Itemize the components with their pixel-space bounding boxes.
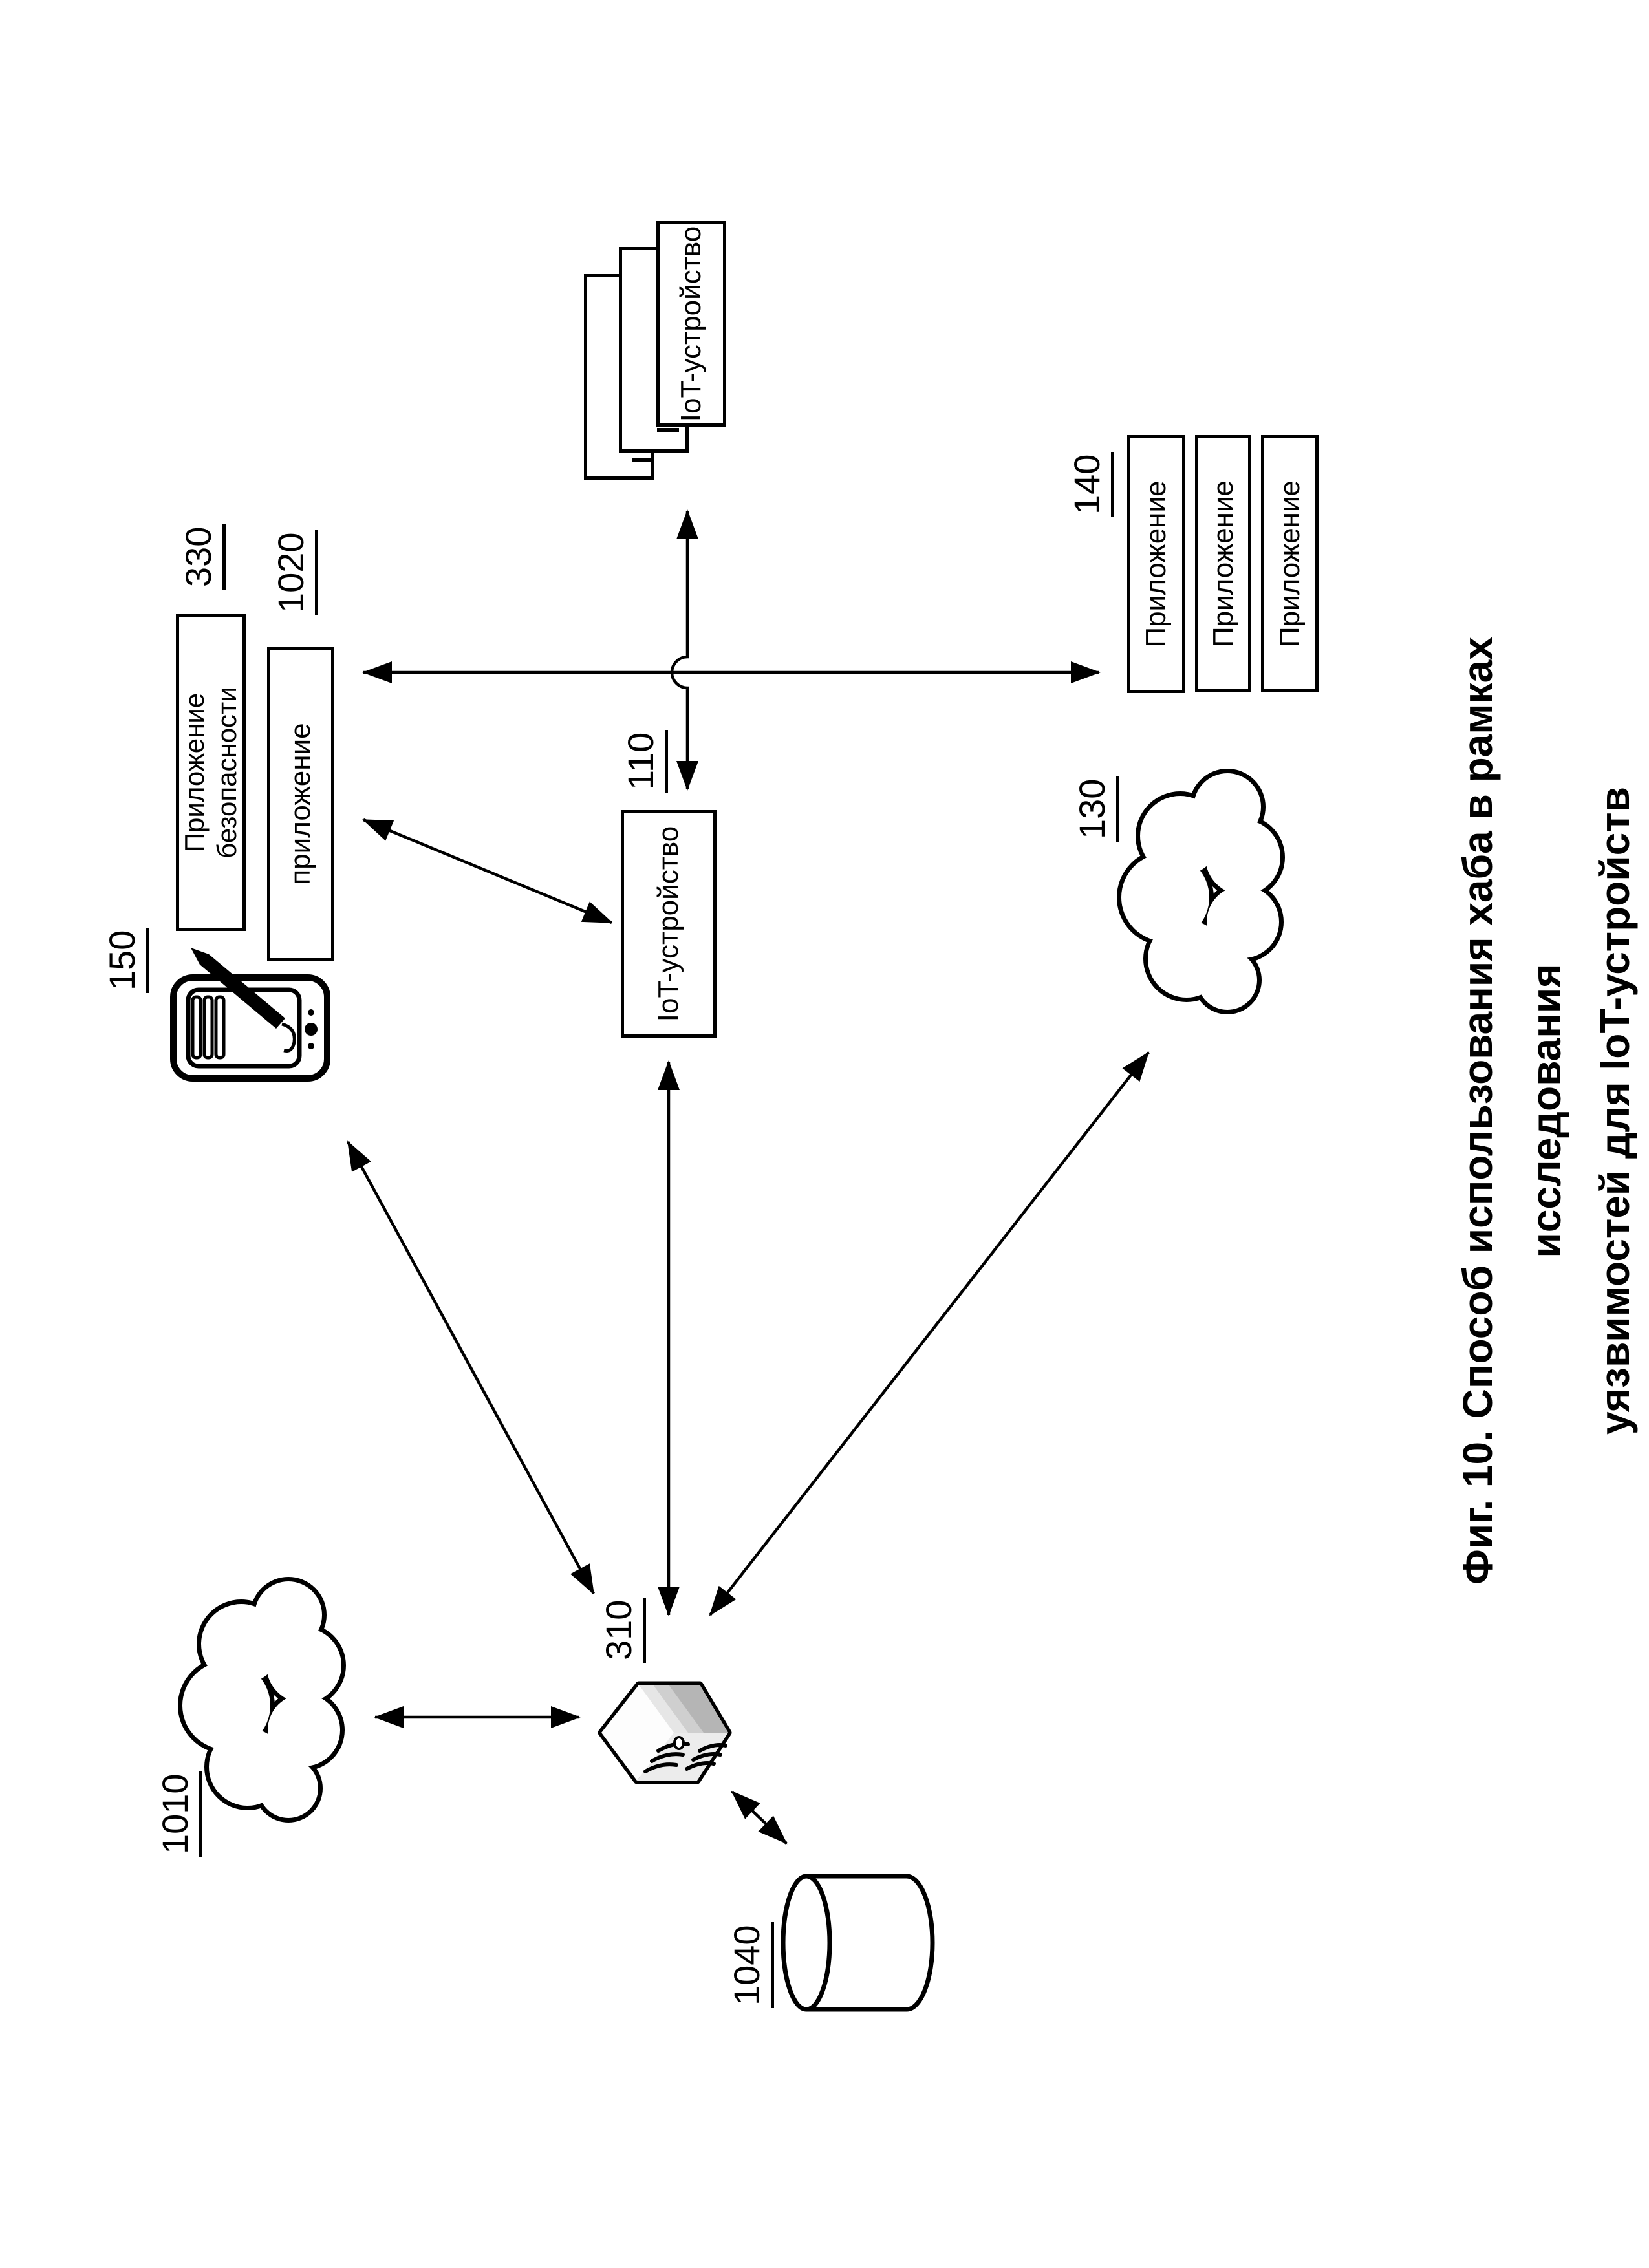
hidden-text-tick (632, 458, 654, 462)
iot-stack-label: IoT-устройство (675, 226, 707, 422)
server-hub-icon (601, 1685, 728, 1781)
ref-130: 130 (1073, 776, 1119, 842)
ref-140: 140 (1068, 452, 1114, 517)
application-label-2: Приложение (1207, 480, 1239, 648)
ref-1040: 1040 (728, 1922, 774, 2008)
arrow-hub-to-apps-cloud (710, 1053, 1148, 1615)
iot-stack-box-front (656, 221, 726, 427)
internet-cloud-icon (182, 1581, 341, 1818)
application-box-3 (1261, 435, 1319, 692)
hidden-text-tick (657, 428, 679, 432)
ref-110: 110 (622, 730, 668, 793)
security-app-label-line1: Приложение (179, 692, 210, 853)
ref-150: 150 (103, 928, 149, 993)
security-app-label-line2: безопасности (211, 687, 242, 859)
apps-cloud-icon (1121, 773, 1280, 1010)
application-label-1: Приложение (1140, 480, 1172, 648)
arrow-hub-app-to-iot-device (363, 820, 612, 923)
database-cylinder-icon (783, 1876, 932, 2009)
ref-310: 310 (600, 1598, 646, 1663)
figure-caption-line1: Фиг. 10. Способ использования хаба в рамках исследования (1454, 637, 1569, 1585)
hub-app-box (267, 647, 334, 961)
hub-app-label: приложение (285, 723, 316, 885)
iot-device-label: IoT-устройство (652, 826, 684, 1022)
security-app-box (176, 614, 246, 931)
arrow-hub-to-database (732, 1792, 786, 1843)
arrow-hub-to-smartphone (348, 1142, 594, 1594)
ref-1020: 1020 (272, 530, 318, 615)
application-label-3: Приложение (1273, 480, 1306, 648)
application-box-1 (1127, 435, 1185, 693)
iot-device-box (621, 810, 717, 1038)
figure-caption-line2: уязвимостей для IoT-устройств (1591, 787, 1638, 1435)
figure-caption (1443, 503, 1649, 1718)
arrow-iot-device-to-stack (672, 511, 687, 789)
ref-1010: 1010 (156, 1771, 202, 1857)
application-box-2 (1195, 435, 1251, 692)
ref-330: 330 (180, 524, 226, 590)
smartphone-stylus-icon (173, 948, 327, 1078)
